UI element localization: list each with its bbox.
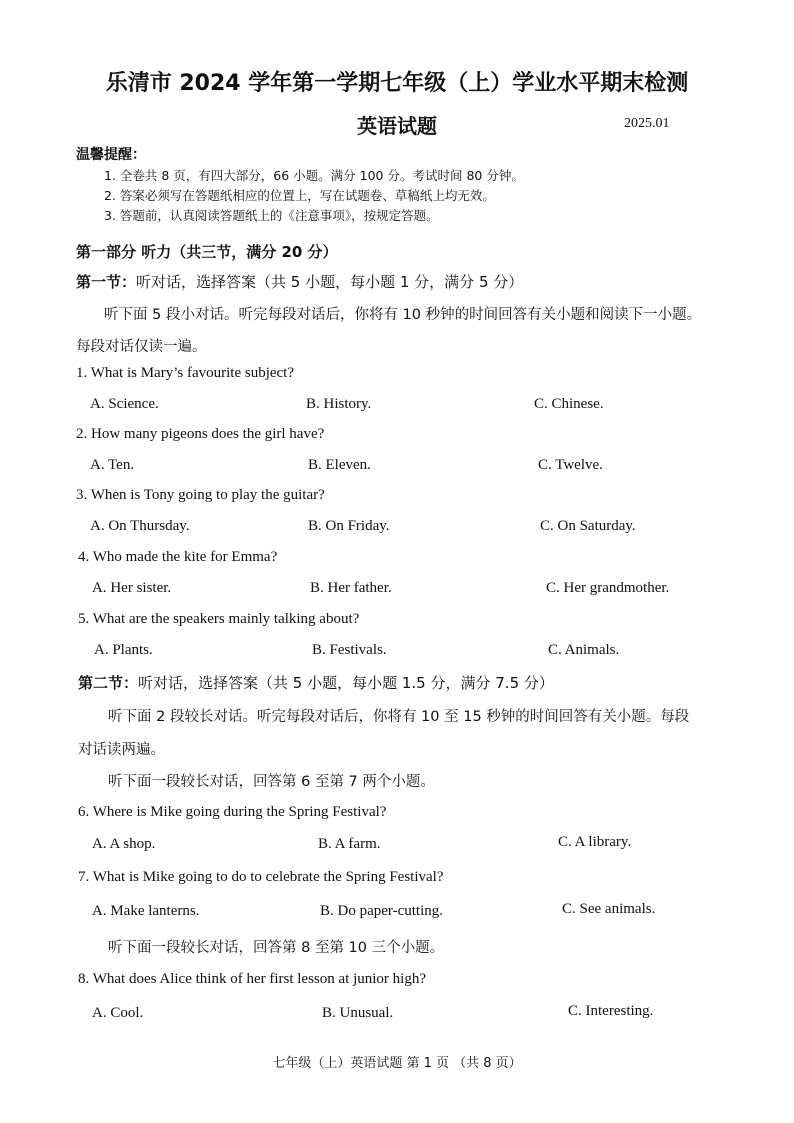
option-c: C. Interesting. <box>568 1003 654 1019</box>
option-b: B. Eleven. <box>308 457 371 473</box>
exam-title: 乐清市 2024 学年第一学期七年级（上）学业水平期末检测 <box>105 71 689 96</box>
question-4: 4. Who made the kite for Emma? <box>78 549 278 565</box>
option-b: B. A farm. <box>318 836 381 852</box>
question-1: 1. What is Mary’s favourite subject? <box>76 365 294 381</box>
tip-item: 3. 答题前，认真阅读答题纸上的《注意事项》，按规定答题。 <box>104 208 439 223</box>
section2-sub-instruction: 听下面一段较长对话，回答第 8 至第 10 三个小题。 <box>108 940 445 956</box>
section2-heading <box>78 672 554 693</box>
section2-rest: 听对话，选择答案（共 5 小题，每小题 1.5 分，满分 7.5 分） <box>138 674 554 692</box>
option-c: C. Animals. <box>548 642 620 658</box>
question-8: 8. What does Alice think of her first lesson at junior high? <box>78 971 426 987</box>
option-b: B. Unusual. <box>322 1005 394 1021</box>
exam-date: 2025.01 <box>624 116 670 131</box>
exam-subtitle: 英语试题 <box>357 114 437 138</box>
section1-rest: 听对话，选择答案（共 5 小题，每小题 1 分，满分 5 分） <box>136 273 524 291</box>
option-c: C. Her grandmother. <box>546 580 670 596</box>
option-b: B. History. <box>306 396 372 412</box>
section2-instruction: 对话读两遍。 <box>78 742 165 758</box>
section1-label: 第一节： <box>76 273 137 291</box>
option-a: A. Plants. <box>94 642 153 658</box>
tips-heading: 温馨提醒： <box>76 147 146 163</box>
option-c: C. A library. <box>558 834 632 850</box>
section1-instruction: 听下面 5 段小对话。听完每段对话后，你将有 10 秒钟的时间回答有关小题和阅读下一小题。 <box>104 307 702 323</box>
section1-instruction: 每段对话仅读一遍。 <box>76 339 207 355</box>
option-b: B. On Friday. <box>308 518 390 534</box>
option-b: B. Her father. <box>310 580 392 596</box>
question-2: 2. How many pigeons does the girl have? <box>76 426 325 442</box>
option-a: A. Make lanterns. <box>92 903 200 919</box>
tip-item: 2. 答案必须写在答题纸相应的位置上，写在试题卷、草稿纸上均无效。 <box>104 188 495 203</box>
option-a: A. On Thursday. <box>90 518 190 534</box>
option-a: A. Cool. <box>92 1005 144 1021</box>
option-a: A. A shop. <box>92 836 156 852</box>
question-3: 3. When is Tony going to play the guitar? <box>76 487 325 503</box>
page-footer: 七年级（上）英语试题 第 1 页 （共 8 页） <box>272 1056 522 1071</box>
option-c: C. Twelve. <box>538 457 603 473</box>
option-c: C. Chinese. <box>534 396 604 412</box>
part1-heading: 第一部分 听力（共三节，满分 20 分） <box>76 243 338 261</box>
option-b: B. Do paper-cutting. <box>320 903 444 919</box>
option-b: B. Festivals. <box>312 642 387 658</box>
section2-label: 第二节： <box>78 674 139 692</box>
tip-item: 1. 全卷共 8 页，有四大部分，66 小题。满分 100 分。考试时间 80 分钟。 <box>104 168 524 183</box>
option-a: A. Ten. <box>90 457 135 473</box>
section2-sub-instruction: 听下面一段较长对话，回答第 6 至第 7 两个小题。 <box>108 774 435 790</box>
question-6: 6. Where is Mike going during the Spring Festival? <box>78 804 387 820</box>
section2-instruction: 听下面 2 段较长对话。听完每段对话后，你将有 10 至 15 秒钟的时间回答有关小题。每段 <box>108 709 690 725</box>
section1-heading <box>76 271 523 292</box>
option-c: C. See animals. <box>562 901 656 917</box>
option-a: A. Science. <box>90 396 159 412</box>
question-7: 7. What is Mike going to do to celebrate the Spring Festival? <box>78 869 444 885</box>
option-a: A. Her sister. <box>92 580 172 596</box>
option-c: C. On Saturday. <box>540 518 636 534</box>
question-5: 5. What are the speakers mainly talking about? <box>78 611 360 627</box>
